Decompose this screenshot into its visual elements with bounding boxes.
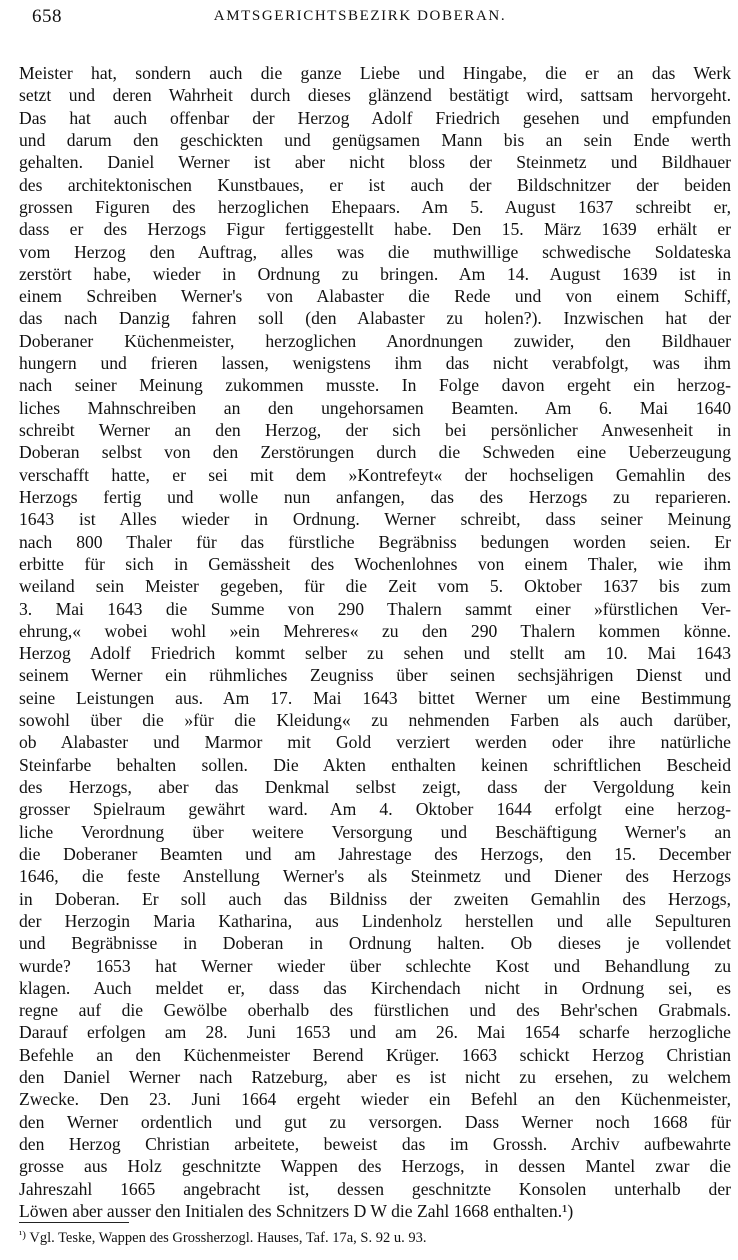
body-line: grosser Spielraum gewährt ward. Am 4. Oktober 1644 erfolgt eine herzog- [19,799,731,820]
body-line: vom Herzog den Auftrag, alles was die muthwillige schwedische Soldateska [19,241,731,262]
body-line: regne auf die Gewölbe oberhalb des fürstlichen und des Behr'schen Grabmals. [19,1000,731,1021]
body-line: dass er des Herzogs Figur fertiggestellt habe. Den 15. März 1639 erhält er [19,219,731,240]
body-line: Zwecke. Den 23. Juni 1664 ergeht wieder ein Befehl an den Küchenmeister, [19,1089,731,1110]
body-line: in Doberan. Er soll auch das Bildniss der zweiten Gemahlin des Herzogs, [19,888,731,909]
body-line: setzt und deren Wahrheit durch dieses glänzend bestätigt wird, sattsam hervorgeht. [19,85,731,106]
body-line: Das hat auch offenbar der Herzog Adolf Friedrich gesehen und empfunden [19,107,731,128]
body-line: Jahreszahl 1665 angebracht ist, dessen geschnitzte Konsolen unterhalb der [19,1178,731,1199]
body-line: Löwen aber ausser den Initialen des Schnitzers D W die Zahl 1668 enthalten.¹) [19,1200,574,1221]
body-line: grosse aus Holz geschnitzte Wappen des Herzogs, in dessen Mantel zwar die [19,1156,731,1177]
footnote [19,1229,426,1247]
running-title: AMTSGERICHTSBEZIRK DOBERAN. [213,8,507,24]
body-line: Steinfarbe behalten sollen. Die Akten enthalten keinen schriftlichen Bescheid [19,754,731,775]
body-line: liches Mahnschreiben an den ungehorsamen Beamten. Am 6. Mai 1640 [19,397,731,418]
body-line: Doberan selbst von den Zerstörungen durch die Schweden eine Ueberzeugung [19,442,731,463]
body-line: hungern und frieren lassen, wenigstens ihm das nicht verabfolgt, was ihm [19,353,731,374]
body-line: nach 800 Thaler für das fürstliche Begräbniss bedungen worden seien. Er [19,531,731,552]
body-line: weiland sein Meister gegeben, für die Zeit vom 5. Oktober 1637 bis zum [19,576,731,597]
body-line: klagen. Auch meldet er, dass das Kirchendach nicht in Ordnung sei, es [19,977,731,998]
body-line: 3. Mai 1643 die Summe von 290 Thalern sammt einer »fürstlichen Ver- [19,598,731,619]
body-line: und Begräbnisse in Doberan in Ordnung halten. Ob dieses je vollendet [19,933,731,954]
body-line: seinem Werner ein rühmliches Zeugniss über seinen sechsjährigen Dienst und [19,665,731,686]
body-line: 1646, die feste Anstellung Werner's als Steinmetz und Diener des Herzogs [19,866,731,887]
body-line: Doberaner Küchenmeister, herzoglichen Anordnungen zuwider, den Bildhauer [19,330,731,351]
body-line: den Daniel Werner nach Ratzeburg, aber es ist nicht zu ersehen, zu welchem [19,1067,731,1088]
body-line: grossen Figuren des herzoglichen Ehepaars. Am 5. August 1637 schreibt er, [19,196,731,217]
body-line: einem Schreiben Werner's von Alabaster die Rede und von einem Schiff, [19,286,731,307]
body-line: den Herzog Christian arbeitete, beweist das im Grossh. Archiv aufbewahrte [19,1134,731,1154]
body-line: ehrung,« wobei wohl »ein Mehreres« zu den 290 Thalern kommen könne. [19,620,731,641]
body-line: Befehle an den Küchenmeister Berend Krüger. 1663 schickt Herzog Christian [19,1044,731,1065]
body-line: seine Leistungen aus. Am 17. Mai 1643 bittet Werner um eine Bestimmung [19,687,731,708]
footnote-text: Vgl. Teske, Wappen des Grossherzogl. Hauses, Taf. 17a, S. 92 u. 93. [29,1230,427,1246]
page-number: 658 [32,6,62,27]
body-line: Darauf erfolgen am 28. Juni 1653 und am 26. Mai 1654 scharfe herzogliche [19,1022,731,1043]
body-line: gehalten. Daniel Werner ist aber nicht bloss der Steinmetz und Bildhauer [19,152,731,173]
footnote-marker: ¹) [19,1229,26,1241]
body-line: zerstört habe, wieder in Ordnung zu bringen. Am 14. August 1639 ist in [19,263,731,284]
body-line: des architektonischen Kunstbaues, er ist auch der Bildschnitzer der beiden [19,174,731,195]
body-line: verschafft hatte, er sei mit dem »Kontrefeyt« der hochseligen Gemahlin des [19,464,731,485]
body-line: das nach Danzig fahren soll (den Alabaster zu holen?). Inzwischen hat der [19,308,731,329]
body-line: Meister hat, sondern auch die ganze Liebe und Hingabe, die er an das Werk [19,63,731,83]
body-line: wurde? 1653 hat Werner wieder über schlechte Kost und Behandlung zu [19,955,731,976]
body-line: Herzog Adolf Friedrich kommt selber zu sehen und stellt am 10. Mai 1643 [19,643,731,664]
body-line: ob Alabaster und Marmor mit Gold verziert werden oder ihre natürliche [19,732,731,753]
body-line: erbitte für sich in Gemässheit des Wochenlohnes von einem Thaler, wie ihm [19,553,731,574]
body-line: des Herzogs, aber das Denkmal selbst zeigt, dass der Vergoldung kein [19,777,731,797]
body-line: der Herzogin Maria Katharina, aus Lindenholz herstellen und alle Sepulturen [19,910,731,931]
page-header [32,6,718,34]
body-line: schreibt Werner an den Herzog, der sich bei persönlicher Anwesenheit in [19,420,731,440]
body-line: nach seiner Meinung zukommen musste. In Folge davon ergeht ein herzog- [19,375,731,396]
body-line: den Werner ordentlich und gut zu versorgen. Dass Werner noch 1668 für [19,1111,731,1132]
body-text [19,62,731,1222]
footnote-separator [19,1222,129,1223]
body-line: die Doberaner Beamten und am Jahrestage des Herzogs, den 15. December [19,843,731,864]
body-line: sowohl über die »für die Kleidung« zu nehmenden Farben als auch darüber, [19,710,731,731]
body-line: 1643 ist Alles wieder in Ordnung. Werner schreibt, dass seiner Meinung [19,509,731,530]
body-line: Herzogs fertig und wolle nun anfangen, das des Herzogs zu reparieren. [19,486,731,507]
body-line: und darum den geschickten und genügsamen Mann bis an sein Ende werth [19,129,731,150]
body-line: liche Verordnung über weitere Versorgung und Beschäftigung Werner's an [19,821,731,842]
